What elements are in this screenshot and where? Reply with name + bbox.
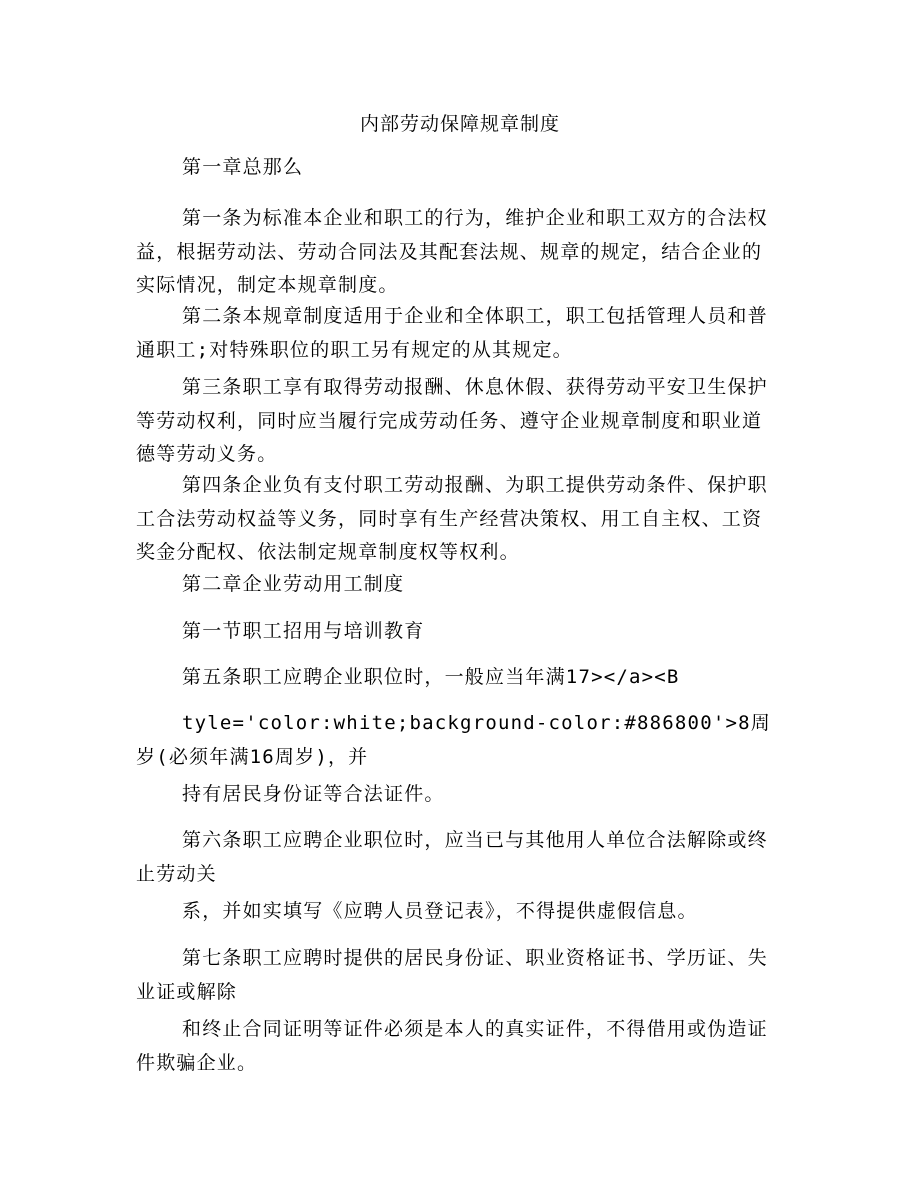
article-6-part-1: 第六条职工应聘企业职位时，应当已与其他用人单位合法解除或终止劳动关	[136, 829, 768, 885]
article-3: 第三条职工享有取得劳动报酬、休息休假、获得劳动平安卫生保护等劳动权利，同时应当履行完成劳动任务、遵守企业规章制度和职业道德等劳动义务。	[136, 376, 768, 465]
article-7-part-1: 第七条职工应聘时提供的居民身份证、职业资格证书、学历证、失业证或解除	[136, 947, 768, 1003]
document-title: 内部劳动保障规章制度	[359, 113, 560, 135]
article-5-part-1: 第五条职工应聘企业职位时，一般应当年满17></a><B	[182, 666, 680, 688]
article-5-part-3: 持有居民身份证等合法证件。	[182, 783, 445, 805]
article-5-part-2: tyle='color:white;background-color:#886800'>8周岁(必须年满16周岁)，并	[136, 712, 771, 768]
article-4: 第四条企业负有支付职工劳动报酬、为职工提供劳动条件、保护职工合法劳动权益等义务，同时享有生产经营决策权、用工自主权、工资奖金分配权、依法制定规章制度权等权利。	[136, 474, 768, 563]
chapter-2-heading: 第二章企业劳动用工制度	[182, 573, 405, 595]
article-6-part-2: 系，并如实填写《应聘人员登记表》，不得提供虚假信息。	[182, 900, 698, 922]
article-1: 第一条为标准本企业和职工的行为，维护企业和职工双方的合法权益，根据劳动法、劳动合同法及其配套法规、规章的规定，结合企业的实际情况，制定本规章制度。	[136, 207, 768, 296]
article-7-part-2: 和终止合同证明等证件必须是本人的真实证件，不得借用或伪造证件欺骗企业。	[136, 1018, 768, 1074]
section-1-heading: 第一节职工招用与培训教育	[182, 620, 425, 642]
chapter-1-heading: 第一章总那么	[182, 156, 304, 178]
article-2: 第二条本规章制度适用于企业和全体职工，职工包括管理人员和普通职工;对特殊职位的职工另有规定的从其规定。	[136, 305, 768, 361]
